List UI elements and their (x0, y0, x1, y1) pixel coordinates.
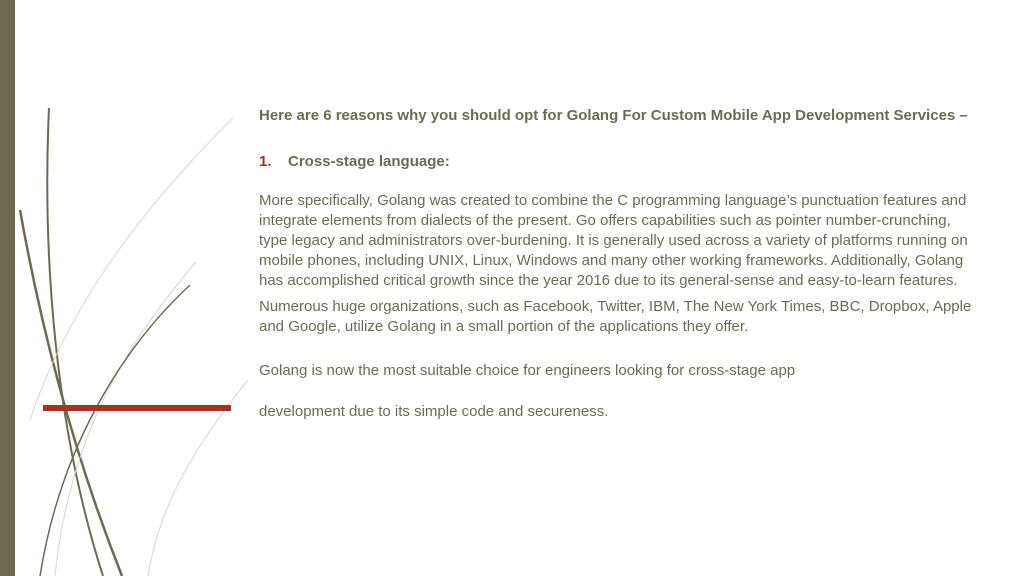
paragraph: Golang is now the most suitable choice for engineers looking for cross-stage app (259, 362, 796, 379)
point-number: 1. (259, 153, 272, 170)
slide-heading: Here are 6 reasons why you should opt for Golang For Custom Mobile App Development Services – (259, 107, 968, 124)
point-title: Cross-stage language: (288, 153, 450, 170)
paragraph: Numerous huge organizations, such as Facebook, Twitter, IBM, The New York Times, BBC, Dropbox, Apple and Google, utilize Golang in a small portion of the applications they offer. (259, 298, 972, 335)
decorative-curve (40, 285, 190, 576)
decorative-curves (0, 0, 260, 576)
text-content (259, 106, 974, 422)
red-accent-bar (43, 405, 231, 411)
decorative-curve (30, 118, 233, 420)
decorative-curve (55, 262, 196, 576)
paragraph: development due to its simple code and secureness. (259, 403, 609, 420)
paragraph: More specifically, Golang was created to combine the C programming language’s punctuation features and integrate elements from dialects of the present. Go offers capabilities such as pointer number-crunching, type legacy and administrators over-burdening. It is generally used across a variety of platforms running on mobile phones, including UNIX, Linux, Windows and many other working frameworks. Additionally, Golang has accomplished critical growth since the year 2016 due to its general-sense and easy-to-learn features. (259, 192, 968, 289)
point-heading (259, 152, 974, 172)
